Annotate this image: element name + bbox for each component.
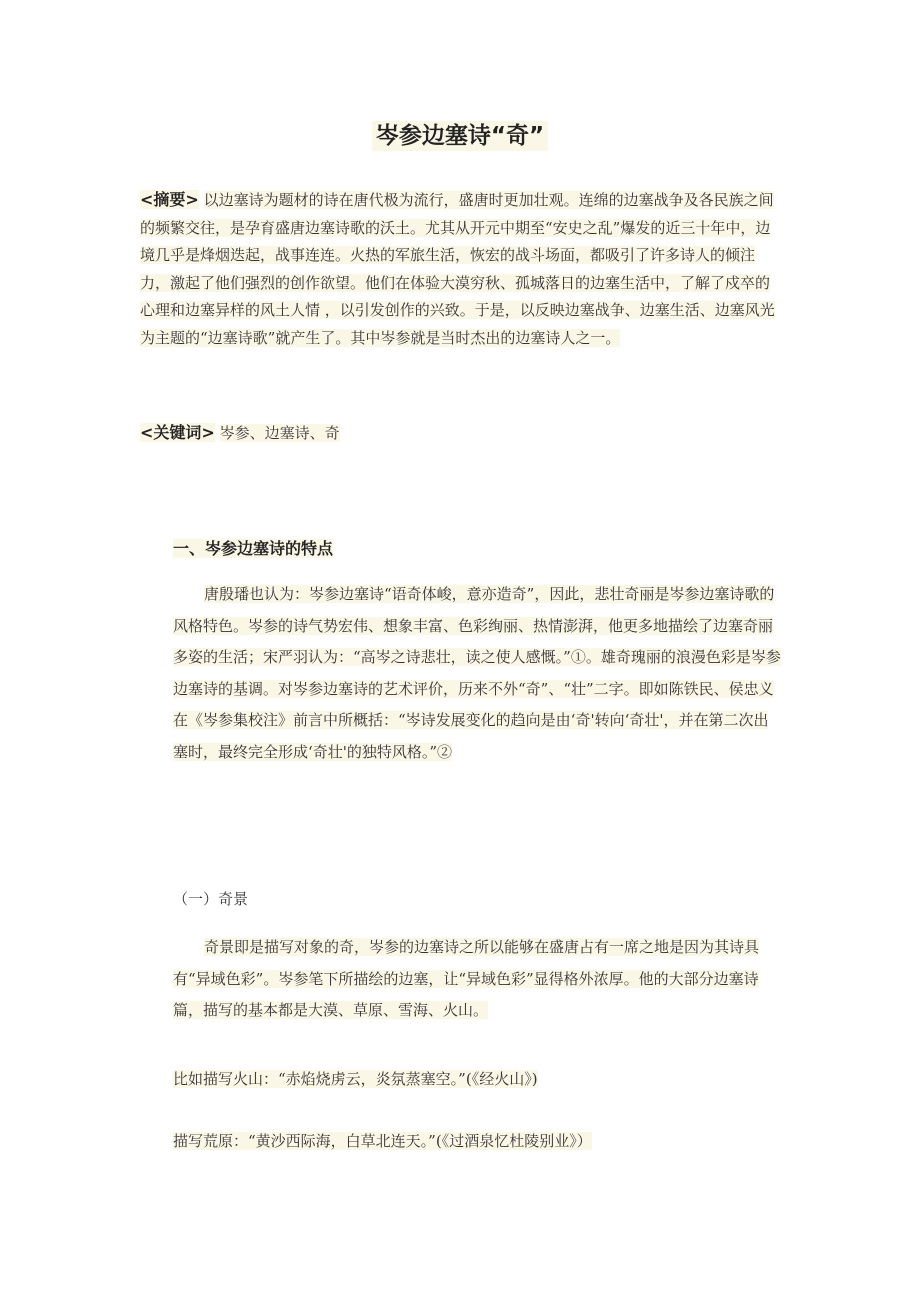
keywords-line <box>140 420 782 446</box>
abstract-text: 以边塞诗为题材的诗在唐代极为流行，盛唐时更加壮观。连绵的边塞战争及各民族之间的频繁交往，是孕育盛唐边塞诗歌的沃土。尤其从开元中期至“安史之乱”爆发的近三十年中，边境几乎是烽烟迭起，战事连连。火热的军旅生活，恢宏的战斗场面，都吸引了许多诗人的倾注力，激起了他们强烈的创作欲望。他们在体验大漠穷秋、孤城落日的边塞生活中，了解了戍卒的心理和边塞异样的风土人情 ，以引发创作的兴致。于是，以反映边塞战争、边塞生活、边塞风光为主题的“边塞诗歌”就产生了。其中岑参就是当时杰出的边塞诗人之一。 <box>140 191 775 347</box>
subsection-paragraph <box>173 932 782 1027</box>
section-heading <box>173 536 333 562</box>
example-line-2-text: 描写荒原：“黄沙西际海，白草北连天。”(《过酒泉忆杜陵别业》） <box>173 1132 592 1150</box>
abstract-paragraph <box>140 186 782 352</box>
example-line-2 <box>173 1128 592 1154</box>
section-paragraph-text: 唐殷璠也认为：岑参边塞诗“语奇体峻，意亦造奇”，因此，悲壮奇丽是岑参边塞诗歌的风格特色。岑参的诗气势宏伟、想象丰富、色彩绚丽、热情澎湃，他更多地描绘了边塞奇丽多姿的生活；宋严羽认为：“高岑之诗悲壮，读之使人感慨。”①。雄奇瑰丽的浪漫色彩是岑参边塞诗的基调。对岑参边塞诗的艺术评价，历来不外“奇”、“壮”二字。即如陈铁民、侯忠义在《岑参集校注》前言中所概括：“岑诗发展变化的趋向是由‘奇'转向‘奇壮'，并在第二次出塞时，最终完全形成‘奇壮'的独特风格。”② <box>173 585 781 761</box>
subsection-heading-text: （一）奇景 <box>173 890 249 908</box>
example-line-1 <box>173 1066 538 1092</box>
example-line-1-text: 比如描写火山：“赤焰烧虏云，炎氛蒸塞空。”(《经火山》) <box>173 1070 538 1088</box>
keywords-text: 岑参、边塞诗、奇 <box>219 424 340 442</box>
keywords-label: <关键词> <box>140 423 215 442</box>
subsection-heading <box>173 886 248 912</box>
section-heading-text: 一、岑参边塞诗的特点 <box>173 539 334 558</box>
document-title-text: 岑参边塞诗“奇” <box>372 121 548 151</box>
abstract-label: <摘要> <box>140 190 199 209</box>
document-title <box>0 118 920 154</box>
section-paragraph <box>173 579 782 768</box>
subsection-paragraph-text: 奇景即是描写对象的奇，岑参的边塞诗之所以能够在盛唐占有一席之地是因为其诗具有“异域色彩”。岑参笔下所描绘的边塞，让“异域色彩”显得格外浓厚。他的大部分边塞诗篇，描写的基本都是大漠、草原、雪海、火山。 <box>173 938 760 1019</box>
